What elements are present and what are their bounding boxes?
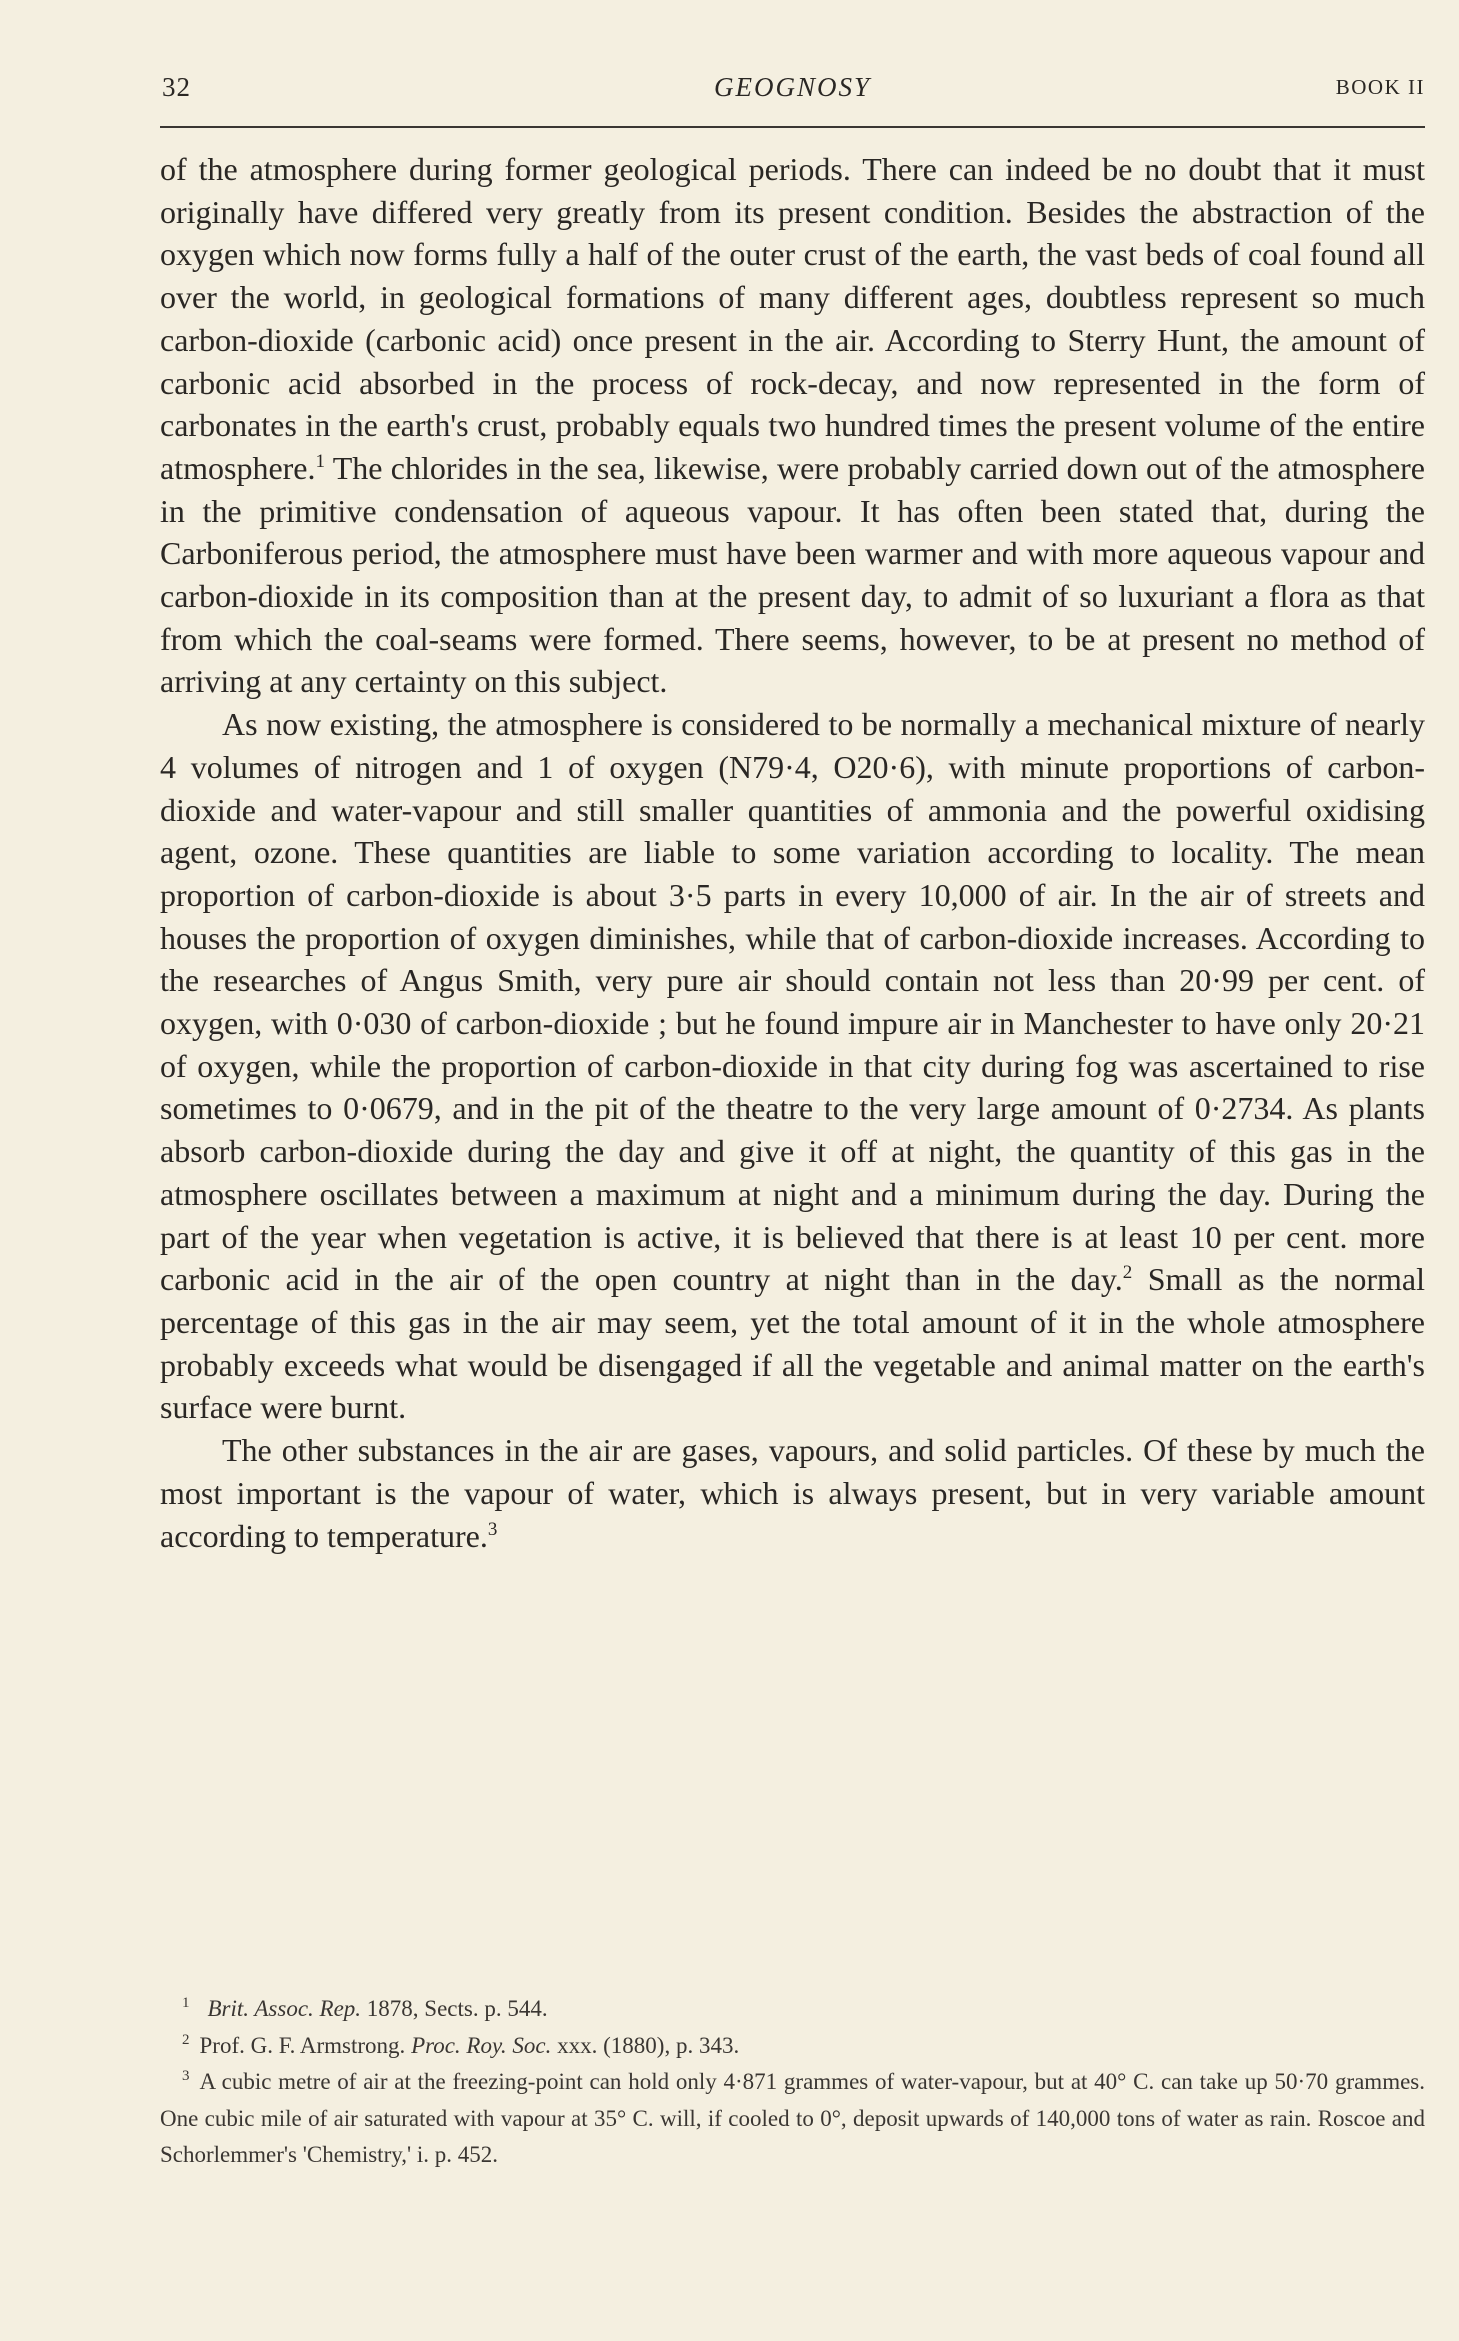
running-title: GEOGNOSY xyxy=(713,72,871,102)
footnote-source: Brit. Assoc. Rep. xyxy=(207,1996,362,2021)
header-rule xyxy=(160,126,1425,128)
paragraph-text: of the atmosphere during former geological periods. There can indeed be no doubt that it must originally have differed very greatly from its present condition. Besides the abstraction of the oxygen which now forms fully a half of the outer crust of the earth, the vast beds of coal found all over the world, in geological formations of many different ages, doubtless represent so much carbon-dioxide (carbonic acid) once present in the air. According to Sterry Hunt, the amount of carbonic acid absorbed in the process of rock-decay, and now represented in the form of carbonates in the earth's crust, probably equals two hundred times the present volume of the entire atmosphere. xyxy=(160,151,1425,486)
paragraph-text: Small as the normal percentage of this gas in the air may seem, yet the total amount of it in the whole atmosphere probably exceeds what would be disengaged if all the vegetable and animal matter on the earth's surface were burnt. xyxy=(160,1261,1426,1426)
paragraph xyxy=(160,1429,1425,1557)
page-header xyxy=(160,72,1425,116)
footnote-author: Prof. G. F. Armstrong. xyxy=(199,2032,412,2058)
footnote-reference: 3 xyxy=(487,1518,498,1540)
page-number: 32 xyxy=(162,72,191,102)
body-text xyxy=(160,148,1425,1557)
paragraph-text: The chlorides in the sea, likewise, were probably carried down out of the atmosphere in the primitive condensation of aqueous vapour. It has often been stated that, during the Carboniferous period, the atmosphere must have been warmer and with more aqueous vapour and carbon-dioxide in its composition than at the present day, to admit of so luxuriant a flora as that from which the coal-seams were formed. There seems, however, to be at present no method of arriving at any certainty on this subject. xyxy=(160,449,1425,700)
footnote xyxy=(160,2028,1425,2065)
footnotes xyxy=(160,1991,1425,2174)
footnote-text: A cubic metre of air at the freezing-point can hold only 4·871 grammes of water-vapour, but at 40° C. can take up 50·70 grammes. One cubic mile of air saturated with vapour at 35° C. will, if cooled to 0°, deposit upwards of 140,000 tons of water as rain. Roscoe and Schorlemmer's 'Chemistry,' i. p. 452. xyxy=(160,2069,1425,2167)
footnote-reference: 1 xyxy=(315,450,325,472)
paragraph-text: The other substances in the air are gases, vapours, and solid particles. Of these by much the most important is the vapour of water, which is always present, but in very variable amount according to temperature. xyxy=(160,1432,1425,1554)
footnote-mark: 2 xyxy=(182,2031,190,2048)
footnote xyxy=(160,2064,1425,2174)
footnote-text: 1878, Sects. p. 544. xyxy=(361,1996,548,2021)
footnote-source: Proc. Roy. Soc. xyxy=(411,2032,552,2058)
footnote-mark: 3 xyxy=(182,2068,190,2084)
book-label: BOOK II xyxy=(1335,75,1425,99)
footnote-text: xxx. (1880), p. 343. xyxy=(551,2032,740,2058)
footnote-reference: 2 xyxy=(1122,1262,1133,1284)
footnote xyxy=(160,1991,1425,2028)
paragraph-text: As now existing, the atmosphere is considered to be normally a mechanical mixture of nearly 4 volumes of nitrogen and 1 of oxygen (N79·4, O20·6), with minute proportions of carbon-dioxide and water-vapour and still smaller quantities of ammonia and the powerful oxidising agent, ozone. These quantities are liable to some variation according to locality. The mean proportion of carbon-dioxide is about 3·5 parts in every 10,000 of air. In the air of streets and houses the proportion of oxygen diminishes, while that of carbon-dioxide increases. According to the researches of Angus Smith, very pure air should contain not less than 20·99 per cent. of oxygen, with 0·030 of carbon-dioxide ; but he found impure air in Manchester to have only 20·21 of oxygen, while the proportion of carbon-dioxide in that city during fog was ascertained to rise sometimes to 0·0679, and in the pit of the theatre to the very large amount of 0·2734. As plants absorb carbon-dioxide during the day and give it off at night, the quantity of this gas in the atmosphere oscillates between a maximum at night and a minimum during the day. During the part of the year when vegetation is active, it is believed that there is at least 10 per cent. more carbonic acid in the air of the open country at night than in the day. xyxy=(160,706,1425,1298)
footnote-mark: 1 xyxy=(182,1995,190,2011)
paragraph xyxy=(160,703,1425,1429)
paragraph xyxy=(160,148,1425,703)
